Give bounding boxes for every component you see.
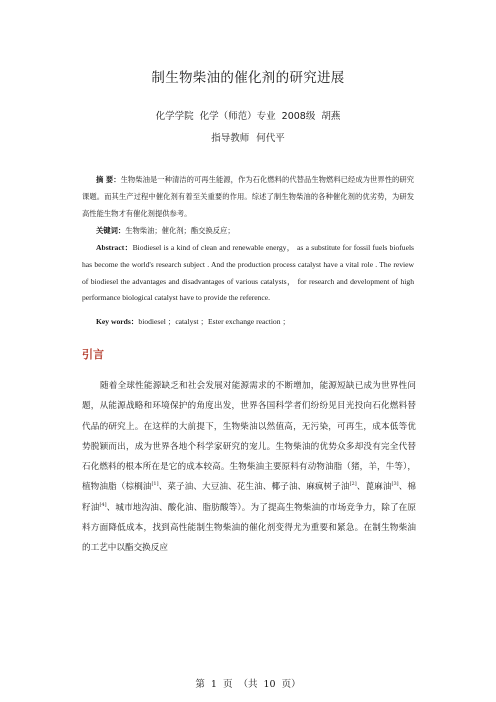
abstract-en-label: Abstract：: [96, 243, 133, 252]
advisor-line: 指导教师 何代平: [211, 133, 285, 144]
body-text-part: 、城市地沟油、酸化油、脂肪酸等）。为了提高生物柴油的市场竞争力，除了在原料方面降低成本，找到高性能制生物柴油的催化剂变得尤为重要和紧急。在制生物柴油的工艺中以酯交换反应: [82, 502, 416, 554]
abstract-cn-label: 摘 要：: [96, 175, 121, 184]
body-text-part: 、棉籽油: [82, 482, 416, 513]
author-line: 化学学院 化学（师范）专业 2008级 胡燕: [155, 111, 341, 122]
citation-ref: [1]: [151, 481, 159, 488]
abstract-cn: [82, 172, 414, 222]
citation-ref: [2]: [349, 481, 357, 488]
body-paragraph: [82, 376, 416, 559]
keywords-en-label: Key words：: [96, 317, 139, 326]
keywords-en-text: biodiesel ；catalyst ；Ester exchange reaction ；: [138, 317, 291, 326]
citation-ref: [3]: [391, 481, 399, 488]
keywords-cn: [96, 223, 414, 240]
keywords-cn-text: 生物柴油；催化剂；酯交换反应；: [125, 226, 235, 235]
abstract-en: [82, 240, 414, 307]
keywords-cn-label: 关键词：: [96, 226, 126, 235]
citation-ref: [4]: [99, 501, 107, 508]
keywords-en: [96, 314, 414, 331]
paper-title: 制生物柴油的催化剂的研究进展: [151, 70, 345, 86]
section-heading: 引言: [82, 348, 104, 361]
body-text-part: 、菜子油、大豆油、花生油、椰子油、麻疯树子油: [158, 482, 350, 493]
abstract-cn-text: 生物柴油是一种清洁的可再生能源，作为石化燃料的代替品生物燃料已经成为世界性的研究课题。而其生产过程中催化剂有着至关重要的作用。综述了制生物柴油的各种催化剂的优劣势，为研发高性能生物才有催化剂提供参考。: [82, 175, 414, 218]
body-text-part: 、蓖麻油: [356, 482, 392, 493]
abstract-en-text: Biodiesel is a kind of clean and renewable energy， as a substitute for fossil fuels biofuels has become the world's research subject . And the production process catalyst have a vital role . The review of biodiesel the advantages and disadvantages of various catalysts， for research and development of high performance biological catalyst have to provide the reference.: [82, 243, 415, 303]
body-text-part: 随着全球性能源缺乏和社会发展对能源需求的不断增加，能源短缺已成为世界性问题，从能源战略和环境保护的角度出发，世界各国科学者们纷纷见目光投向石化燃料替代品的研究上。在这样的大前提下，生物柴油以然值高，无污染，可再生，成本低等优势脱颖而出，成为世界各地个科学家研究的宠儿。生物柴油的优势众多却没有完全代替石化燃料的根本所在是它的成本较高。生物柴油主要原料有动物油脂（猪，羊，牛等），植物油脂（棕榈油: [82, 381, 416, 493]
page-footer: 第 1 页 （共 10 页）: [195, 679, 301, 690]
